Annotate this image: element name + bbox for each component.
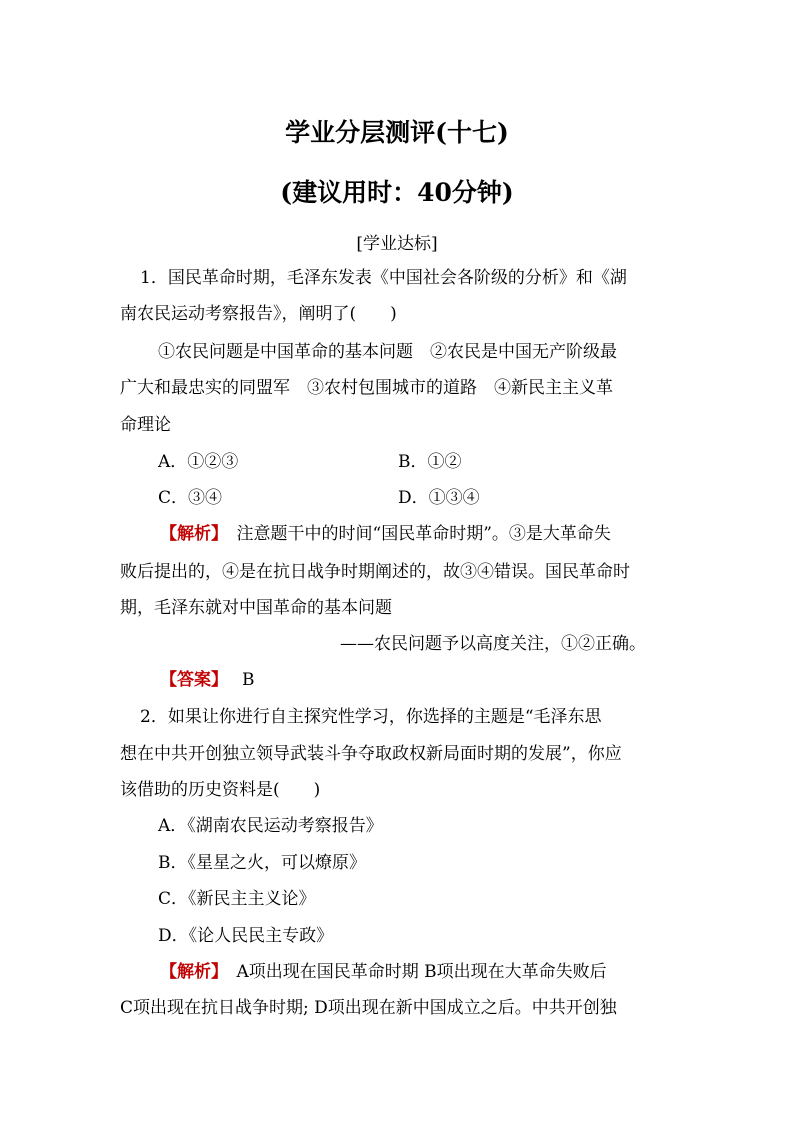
q1-items-line-3: 命理论 — [120, 415, 171, 435]
q1-stem-line-2: 南农民运动考察报告》，阐明了( ) — [120, 304, 397, 324]
q1-analysis-line-4: ——农民问题予以高度关注，①②正确。 — [340, 634, 646, 654]
q2-stem-line-3: 该借助的历史资料是( ) — [120, 780, 321, 800]
q1-analysis-line-2: 败后提出的，④是在抗日战争时期阐述的，故③④错误。国民革命时 — [120, 562, 630, 582]
q1-analysis-tag: 【解析】 — [160, 524, 220, 544]
q2-option-a: A．《湖南农民运动考察报告》 — [158, 816, 383, 836]
q1-items-line-1: ①农民问题是中国革命的基本问题 ②农民是中国无产阶级最 — [158, 342, 617, 362]
q1-option-c: C．③④ — [158, 488, 223, 508]
q2-analysis-line-2: C项出现在抗日战争时期; D项出现在新中国成立之后。中共开创独 — [120, 998, 617, 1018]
section-heading: [学业达标] — [356, 234, 438, 254]
q2-option-d: D．《论人民民主专政》 — [158, 926, 334, 946]
page-title: 学业分层测评(十七) — [285, 118, 509, 147]
q2-stem-line-1: 2．如果让你进行自主探究性学习，你选择的主题是“毛泽东思 — [140, 707, 602, 727]
q1-items-line-2: 广大和最忠实的同盟军 ③农村包围城市的道路 ④新民主主义革 — [120, 378, 613, 398]
q1-analysis-text-1: 注意题干中的时间“国民革命时期”。③是大革命失 — [219, 524, 611, 544]
page-subtitle: (建议用时：40分钟) — [280, 178, 514, 207]
q1-analysis-line-1 — [160, 522, 611, 546]
q1-analysis-line-3: 期，毛泽东就对中国革命的基本问题 — [120, 598, 392, 618]
q1-answer-line — [160, 668, 255, 692]
q1-option-a: A．①②③ — [158, 452, 239, 472]
q1-stem-line-1: 1．国民革命时期，毛泽东发表《中国社会各阶级的分析》和《湖 — [140, 268, 627, 288]
q2-analysis-line-1 — [160, 960, 607, 984]
q1-answer-value: B — [242, 670, 255, 690]
q1-answer-tag: 【答案】 — [160, 670, 228, 690]
q2-analysis-text-1: A项出现在国民革命时期 B项出现在大革命失败后 — [219, 962, 607, 982]
q1-option-d: D．①③④ — [398, 488, 480, 508]
q2-option-c: C．《新民主主义论》 — [158, 889, 316, 909]
q1-option-b: B．①② — [398, 452, 462, 472]
q2-stem-line-2: 想在中共开创独立领导武装斗争夺取政权新局面时期的发展”，你应 — [120, 744, 622, 764]
q2-option-b: B．《星星之火，可以燎原》 — [158, 853, 366, 873]
q2-analysis-tag: 【解析】 — [160, 962, 220, 982]
